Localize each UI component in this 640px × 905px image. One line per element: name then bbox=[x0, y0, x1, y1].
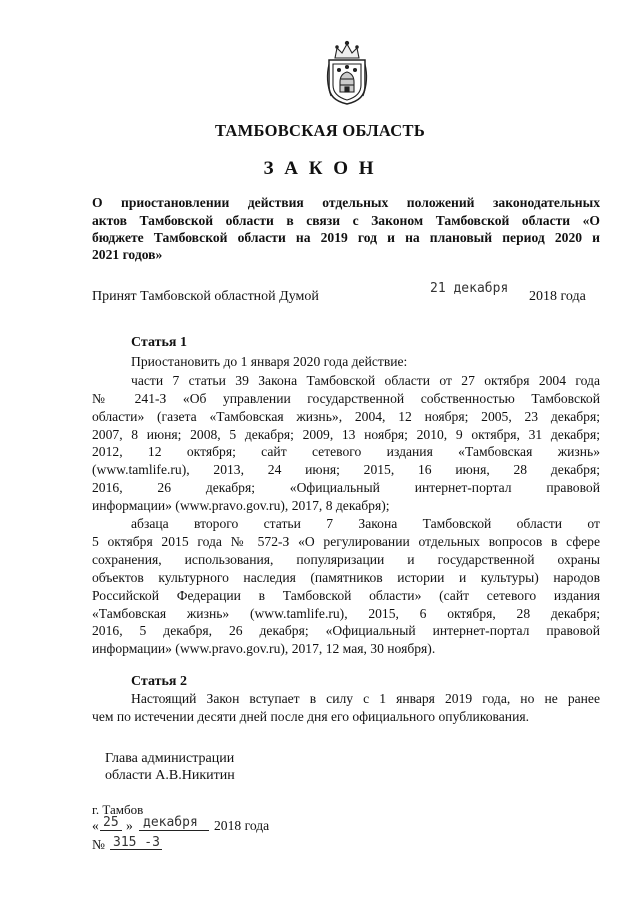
article-2-line: чем по истечении десяти дней после дня его официального опубликования. bbox=[92, 709, 530, 724]
law-number: 315 -З bbox=[113, 835, 160, 850]
text-line: № 241-З «Об управлении государственной собственностью Тамбовской bbox=[92, 391, 600, 406]
text-line: части 7 статьи 39 Закона Тамбовской области от 27 октября 2004 года bbox=[131, 373, 600, 388]
text-line: абзаца второго статьи 7 Закона Тамбовской области от bbox=[131, 516, 600, 531]
title-line: актов Тамбовской области в связи с Законом Тамбовской области «О bbox=[92, 213, 600, 228]
text-line: объектов культурного наследия (памятников истории и культуры) народов bbox=[92, 570, 600, 585]
article-2-line: Настоящий Закон вступает в силу с 1 января 2019 года, но не ранее bbox=[131, 691, 600, 706]
text-line: 2012, 12 октября; сайт сетевого издания «Тамбовская жизнь» bbox=[92, 444, 600, 459]
title-line: О приостановлении действия отдельных положений законодательных bbox=[92, 195, 600, 210]
article-1-intro: Приостановить до 1 января 2020 года действие: bbox=[131, 354, 408, 369]
title-line: бюджете Тамбовской области на 2019 год и на плановый период 2020 и bbox=[92, 230, 600, 245]
day-underline bbox=[100, 830, 122, 831]
signature-name: области А.В.Никитин bbox=[105, 768, 235, 783]
date-quote-open: « bbox=[92, 818, 99, 833]
text-line: информации» (www.pravo.gov.ru), 2017, 12 мая, 30 ноября). bbox=[92, 641, 436, 656]
text-line: 2016, 26 декабря; «Официальный интернет-портал правовой bbox=[92, 480, 600, 495]
adoption-year: 2018 года bbox=[529, 289, 586, 304]
adoption-date-stamp: 21 декабря bbox=[430, 281, 509, 296]
text-line: 5 октября 2015 года № 572-З «О регулировании отдельных вопросов в сфере bbox=[92, 534, 600, 549]
text-line: сохранения, использования, популяризации и государственной охраны bbox=[92, 552, 600, 567]
date-month: декабря bbox=[143, 815, 198, 830]
text-line: (www.tamlife.ru), 2013, 24 июня; 2015, 16 июня, 28 декабря; bbox=[92, 462, 600, 477]
region-title: ТАМБОВСКАЯ ОБЛАСТЬ bbox=[214, 121, 426, 140]
date-quote-close: » bbox=[126, 818, 133, 833]
signature-position: Глава администрации bbox=[105, 751, 235, 766]
date-year: 2018 года bbox=[214, 818, 270, 833]
text-line: 2007, 8 июня; 2008, 5 декабря; 2009, 13 ноября; 2010, 9 октября, 31 декабря; bbox=[92, 427, 600, 442]
text-line: 2016, 5 декабря, 26 декабря; «Официальный интернет-портал правовой bbox=[92, 623, 600, 638]
number-underline bbox=[110, 849, 162, 850]
article-2-heading: Статья 2 bbox=[131, 674, 187, 689]
adoption-text: Принят Тамбовской областной Думой bbox=[92, 289, 319, 304]
city: г. Тамбов bbox=[92, 802, 144, 817]
text-line: информации» (www.pravo.gov.ru), 2017, 8 декабря); bbox=[92, 498, 390, 513]
coat-of-arms bbox=[323, 40, 371, 106]
title-line: 2021 годов» bbox=[92, 247, 163, 262]
number-sign: № bbox=[92, 837, 105, 852]
document-type: З А К О Н bbox=[263, 158, 377, 179]
date-day: 25 bbox=[103, 815, 119, 830]
article-1-heading: Статья 1 bbox=[131, 335, 187, 350]
month-underline bbox=[139, 830, 209, 831]
text-line: Российской Федерации в Тамбовской области» (сайт сетевого издания bbox=[92, 588, 600, 603]
text-line: «Тамбовская жизнь» (www.tamlife.ru), 2015, 6 октября, 28 декабря; bbox=[92, 606, 600, 621]
text-line: области» (газета «Тамбовская жизнь», 2004, 12 ноября; 2005, 23 декабря; bbox=[92, 409, 600, 424]
